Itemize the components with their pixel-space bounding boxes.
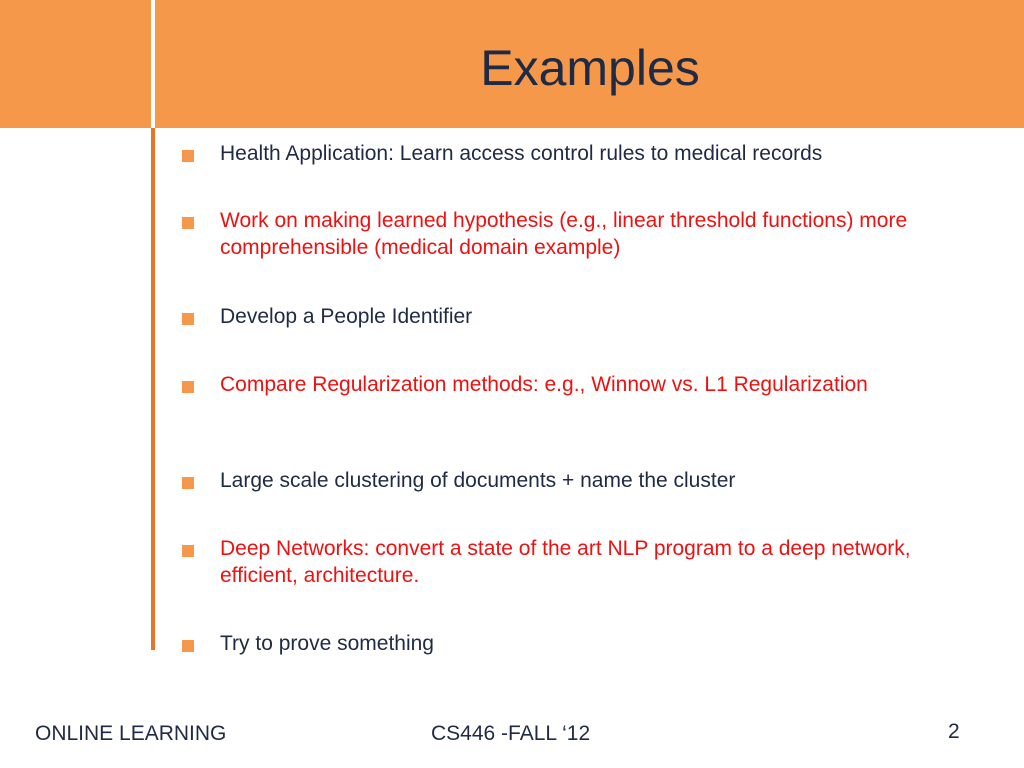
bullet-item — [182, 535, 982, 589]
slide-number: 2 — [948, 720, 960, 743]
title-divider — [151, 0, 155, 128]
slide-title: Examples — [480, 40, 700, 96]
bullet-text: Try to prove something — [220, 632, 434, 655]
square-bullet-icon — [182, 381, 194, 393]
square-bullet-icon — [182, 150, 194, 162]
bullet-item — [182, 467, 982, 494]
bullet-text: Large scale clustering of documents + name the cluster — [220, 469, 736, 492]
bullet-text: Health Application: Learn access control rules to medical records — [220, 142, 823, 165]
square-bullet-icon — [182, 217, 194, 229]
bullet-item — [182, 303, 982, 330]
bullet-text: Work on making learned hypothesis (e.g., linear threshold functions) more comprehensible (medical domain example) — [220, 209, 908, 259]
bullet-item — [182, 630, 982, 657]
bullet-item — [182, 371, 982, 398]
bullet-text: Compare Regularization methods: e.g., Winnow vs. L1 Regularization — [220, 373, 868, 396]
square-bullet-icon — [182, 640, 194, 652]
square-bullet-icon — [182, 545, 194, 557]
bullet-text: Develop a People Identifier — [220, 305, 473, 328]
side-rule — [151, 128, 155, 650]
square-bullet-icon — [182, 477, 194, 489]
square-bullet-icon — [182, 313, 194, 325]
footer-course-name: ONLINE LEARNING — [35, 722, 227, 745]
bullet-text: Deep Networks: convert a state of the art NLP program to a deep network, efficient, architecture. — [220, 537, 911, 587]
footer-course-code: CS446 -FALL ‘12 — [431, 722, 591, 745]
bullet-item — [182, 207, 982, 261]
bullet-item — [182, 140, 982, 167]
